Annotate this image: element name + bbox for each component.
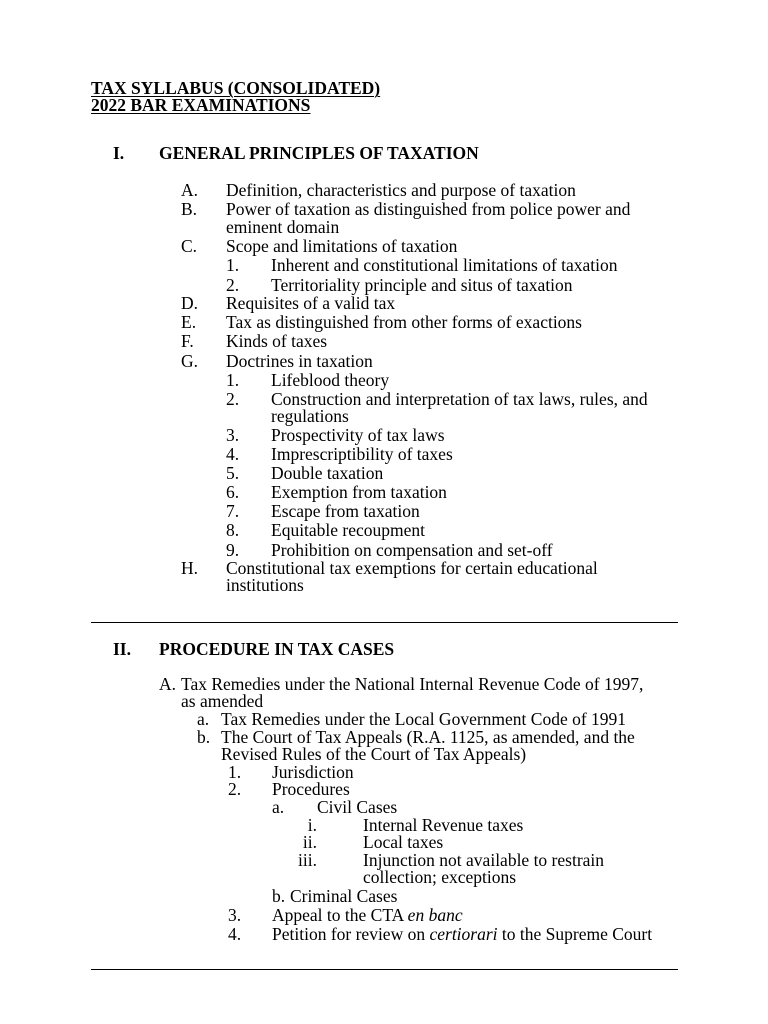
cta-item-marker: 3. — [228, 905, 242, 925]
subtopic-text-continued: regulations — [271, 406, 349, 426]
subtopic-text-continued: Revised Rules of the Court of Tax Appeals) — [221, 744, 527, 764]
subtopic-marker: 2. — [226, 389, 240, 409]
subtopic-text: Exemption from taxation — [271, 482, 447, 502]
procedure-text: Civil Cases — [317, 797, 398, 817]
section-divider — [91, 969, 678, 970]
topic-text: Tax as distinguished from other forms of exactions — [226, 312, 582, 332]
cta-item-text-italic: en banc — [407, 905, 463, 925]
topic-marker: A. — [159, 674, 177, 694]
civil-case-marker: iii. — [298, 850, 317, 870]
topic-text: Scope and limitations of taxation — [226, 236, 458, 256]
civil-case-marker: ii. — [302, 832, 317, 852]
cta-item-marker: 2. — [228, 779, 242, 799]
topic-marker: G. — [181, 351, 199, 371]
civil-case-text-continued: collection; exceptions — [363, 867, 517, 887]
topic-marker: E. — [181, 312, 197, 332]
subtopic-marker: 1. — [226, 370, 240, 390]
cta-item-marker: 1. — [228, 762, 242, 782]
topic-text: Power of taxation as distinguished from police power and — [226, 199, 631, 219]
subtopic-text: Prospectivity of tax laws — [271, 425, 445, 445]
procedure-marker: b. — [272, 886, 286, 906]
procedure-text: Criminal Cases — [290, 886, 398, 906]
exam-title: 2022 BAR EXAMINATIONS — [91, 95, 311, 115]
cta-item-marker: 4. — [228, 924, 242, 944]
civil-case-text: Internal Revenue taxes — [363, 815, 524, 835]
topic-marker: H. — [181, 558, 199, 578]
subtopic-text: Equitable recoupment — [271, 520, 426, 540]
topic-marker: F. — [181, 331, 194, 351]
subtopic-marker: 8. — [226, 520, 240, 540]
topic-marker: A. — [181, 180, 199, 200]
subtopic-text: Imprescriptibility of taxes — [271, 444, 453, 464]
section-numeral: II. — [113, 639, 131, 659]
section-divider — [91, 622, 678, 623]
topic-text-continued: eminent domain — [226, 217, 340, 237]
section-heading: PROCEDURE IN TAX CASES — [159, 639, 395, 659]
cta-item-text-plain: Appeal to the CTA — [272, 905, 408, 925]
topic-text-continued: institutions — [226, 575, 304, 595]
subtopic-text: Tax Remedies under the Local Government Code of 1991 — [221, 709, 627, 729]
civil-case-text: Local taxes — [363, 832, 444, 852]
topic-text: Tax Remedies under the National Internal Revenue Code of 1997, — [181, 674, 644, 694]
subtopic-text: Territoriality principle and situs of taxation — [271, 275, 573, 295]
topic-text-continued: as amended — [181, 691, 264, 711]
cta-item-text-plain: Petition for review on — [272, 924, 430, 944]
cta-item-text — [272, 905, 463, 925]
procedure-marker: a. — [272, 797, 285, 817]
subtopic-text: The Court of Tax Appeals (R.A. 1125, as amended, and the — [221, 727, 635, 747]
topic-text: Constitutional tax exemptions for certain educational — [226, 558, 598, 578]
subtopic-marker: 7. — [226, 501, 240, 521]
cta-item-text: Jurisdiction — [272, 762, 354, 782]
subtopic-marker: b. — [197, 727, 211, 747]
section-heading: GENERAL PRINCIPLES OF TAXATION — [159, 143, 479, 163]
topic-text: Definition, characteristics and purpose of taxation — [226, 180, 576, 200]
cta-item-text — [272, 924, 652, 944]
subtopic-text: Prohibition on compensation and set-off — [271, 540, 553, 560]
subtopic-marker: 9. — [226, 540, 240, 560]
subtopic-marker: a. — [197, 709, 210, 729]
topic-marker: C. — [181, 236, 198, 256]
subtopic-text: Lifeblood theory — [271, 370, 390, 390]
cta-item-text-italic: certiorari — [429, 924, 498, 944]
civil-case-text: Injunction not available to restrain — [363, 850, 605, 870]
topic-text: Kinds of taxes — [226, 331, 328, 351]
subtopic-text: Double taxation — [271, 463, 384, 483]
subtopic-text: Escape from taxation — [271, 501, 420, 521]
subtopic-marker: 4. — [226, 444, 240, 464]
subtopic-marker: 5. — [226, 463, 240, 483]
syllabus-title: TAX SYLLABUS (CONSOLIDATED) — [91, 78, 381, 98]
topic-marker: D. — [181, 293, 199, 313]
subtopic-marker: 6. — [226, 482, 240, 502]
subtopic-marker: 2. — [226, 275, 240, 295]
section-numeral: I. — [113, 143, 125, 163]
civil-case-marker: i. — [307, 815, 317, 835]
topic-marker: B. — [181, 199, 198, 219]
subtopic-marker: 3. — [226, 425, 240, 445]
cta-item-text-plain-after: to the Supreme Court — [497, 924, 653, 944]
topic-text: Doctrines in taxation — [226, 351, 373, 371]
cta-item-text: Procedures — [272, 779, 350, 799]
topic-text: Requisites of a valid tax — [226, 293, 396, 313]
subtopic-text: Construction and interpretation of tax laws, rules, and — [271, 389, 648, 409]
subtopic-marker: 1. — [226, 255, 240, 275]
subtopic-text: Inherent and constitutional limitations of taxation — [271, 255, 618, 275]
